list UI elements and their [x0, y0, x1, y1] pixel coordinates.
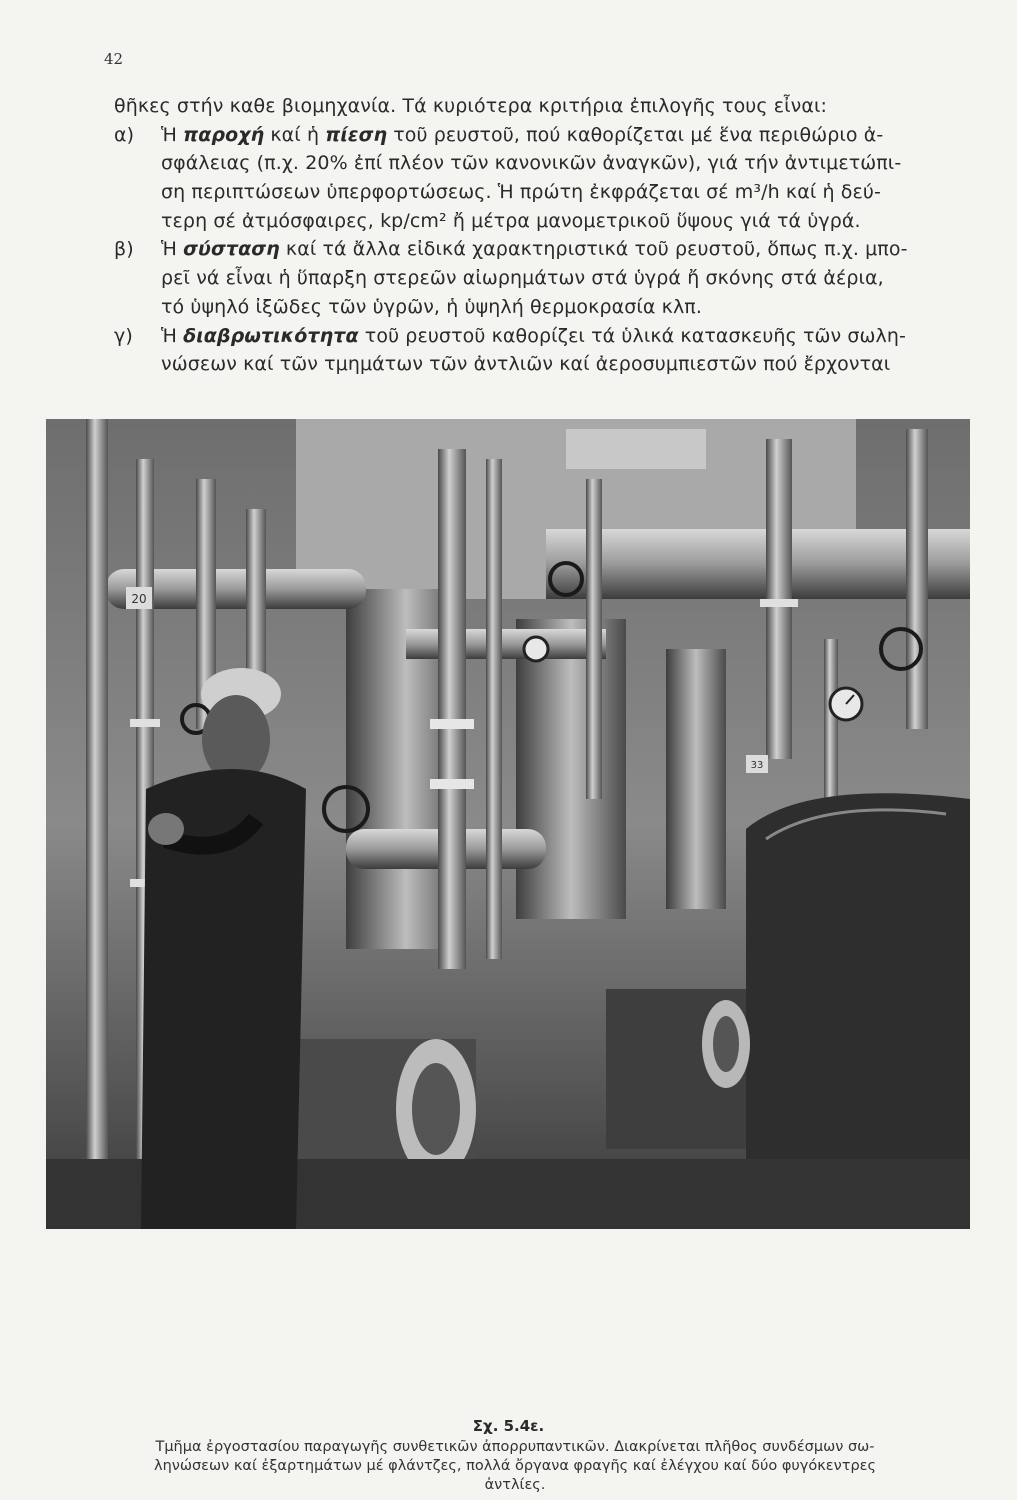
term-flow: παροχή — [183, 123, 265, 146]
photo-tag-right: 33 — [750, 760, 764, 771]
item-c-lead: Ἡ — [161, 324, 184, 347]
page-number: 42 — [104, 50, 124, 68]
text-line: σφάλειας (π.χ. 20% ἐπί πλέον τῶν κανονικῶν ἀναγκῶν), γιά τήν ἀντιμετώπι- — [161, 152, 902, 175]
term-corrosivity: διαβρωτικότητα — [183, 324, 359, 347]
text-line: τερη σέ ἀτμόσφαιρες, kp/cm² ἤ μέτρα μανομετρικοῦ ὕψους γιά τά ὑγρά. — [161, 209, 861, 232]
item-c-first-line — [114, 322, 944, 351]
item-c-rest: τοῦ ρευστοῦ καθορίζει τά ὑλικά κατασκευῆς τῶν σωλη- — [358, 324, 906, 347]
item-a-label: α) — [114, 123, 135, 146]
item-a-first-line — [114, 121, 944, 150]
text-line: νώσεων καί τῶν τμημάτων τῶν ἀντλιῶν καί ἀεροσυμπιεστῶν πού ἔρχονται — [161, 353, 891, 376]
item-a-rest: τοῦ ρευστοῦ, πού καθορίζεται μέ ἕνα περιθώριο ἀ- — [387, 123, 884, 146]
item-a-mid: καί ἡ — [264, 123, 326, 146]
caption-line: ληνώσεων καί ἐξαρτημάτων μέ φλάντζες, πολλά ὄργανα φραγῆς καί ἐλέγχου καί δύο φυγόκεντρες — [153, 1458, 876, 1474]
text-line: τό ὑψηλό ἰξῶδες τῶν ὑγρῶν, ἡ ὑψηλή θερμοκρασία κλπ. — [161, 295, 702, 318]
factory-photo — [46, 419, 970, 1229]
factory-photo-illustration — [46, 419, 970, 1229]
item-b-first-line — [114, 235, 944, 264]
text-line: θῆκες στήν καθε βιομηχανία. Τά κυριότερα κριτήρια ἐπιλογῆς τους εἶναι: — [114, 95, 828, 117]
term-composition: σύσταση — [183, 238, 280, 261]
photo-tag-left: 20 — [131, 592, 147, 606]
item-b-label: β) — [114, 238, 134, 261]
figure-caption — [100, 1438, 930, 1495]
caption-line: ἀντλίες. — [484, 1477, 546, 1493]
item-c-label: γ) — [114, 324, 133, 347]
item-b-lead: Ἡ — [161, 238, 184, 261]
text-line: ρεῖ νά εἶναι ἡ ὕπαρξη στερεῶν αἰωρημάτων στά ὑγρά ἤ σκόνης στά ἀέρια, — [161, 267, 884, 290]
term-pressure: πίεση — [325, 123, 388, 146]
caption-line: Τμῆμα ἐργοστασίου παραγωγῆς συνθετικῶν ἀπορρυπαντικῶν. Διακρίνεται πλῆθος συνδέσμων σω- — [155, 1439, 875, 1455]
item-b-rest: καί τά ἄλλα εἰδικά χαρακτηριστικά τοῦ ρευστοῦ, ὅπως π.χ. μπο- — [279, 238, 908, 261]
body-text — [114, 92, 944, 379]
item-a-lead: Ἡ — [161, 123, 184, 146]
text-line: ση περιπτώσεων ὑπερφορτώσεως. Ἡ πρώτη ἐκφράζεται σέ m³/h καί ἡ δεύ- — [161, 181, 881, 204]
figure-number: Σχ. 5.4ε. — [472, 1417, 545, 1435]
